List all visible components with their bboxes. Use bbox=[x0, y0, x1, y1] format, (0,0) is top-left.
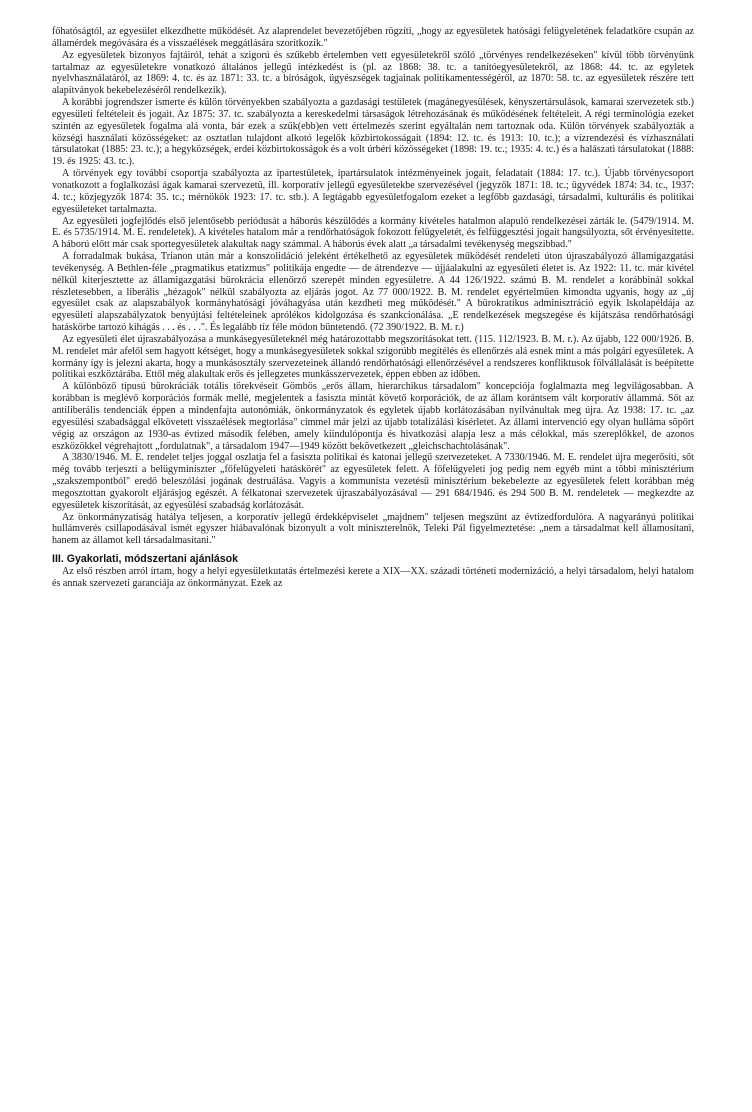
paragraph-7: Az egyesületi élet újraszabályozása a munkásegyesületeknél még határozottabb megszorításokat tett. (115. 112/1923. B. M. r.). Az újabb, 122 000/1926. B. M. rendelet már afelől sem hagyott kétséget, hogy a munkásegyesületek sokkal szigorúbb megítélés és ellenőrzés alá esnek mint a más polgári egyesületek. A kormány így is jelezni akarta, hogy a munkásosztály szervezeteinek állandó rendőrhatósági ellenőrzésével a rendszeres konfliktusok fölvállalását is beépítette politikai eszköztárába. Ettől még alakultak erős és jellegzetes munkásszervezetek, éppen ebben az időben. bbox=[52, 333, 694, 381]
paragraph-3: A korábbi jogrendszer ismerte és külön törvényekben szabályozta a gazdasági testületek (magánegyesülések, kényszertársulások, kamarai szervezetek stb.) egyesületi feltételeit és jogait. Az 1875: 37. tc. szabályozta a kereskedelmi társaságok létrehozásának és működésének feltételeit. A régi terminológia ezeket szintén az egyesületek fogalma alá vonta, bár ezek a szűk(ebb)en vett értelmezés szerint egyáltalán nem tartoznak oda. Külön törvények szabályozták a községi használati közösségeket: az osztatlan tulajdont alkotó legelők közbirtokosságait (1894: 12. tc. és 1913: 10. tc.); a vízrendezési és vízhasználati társulatokat (1885: 23. tc.); a hegyközségek, erdei közbirtokosságok és a volt úrbéri közösségeket (1898: 19. tc.; 1935: 4. tc.) és a halászati társulatokat (1888: 19. és 1925: 43. tc.). bbox=[52, 97, 694, 168]
paragraph-4: A törvények egy további csoportja szabályozta az ipartestületek, ipartársulatok intézményeinek jogait, feladatait (1884: 17. tc.). Újabb törvénycsoport vonatkozott a foglalkozási ágak kamarai szervezetű, ill. korporatív jellegű egyesületekbe szervezésével (jegyzők 1871: 18. tc.; ügyvédek 1874: 34. tc., 1937: 4. tc.; közjegyzők 1874: 35. tc.; mérnökök 1923: 17. tc. stb.). A legtágabb egyesületfogalom ezeket a legfőbb gazdasági, társadalmi, kulturális és politikai egyesületeket tartalmazta. bbox=[52, 168, 694, 215]
section-paragraph: Az első részben arról írtam, hogy a helyi egyesületkutatás értelmezési kerete a XIX—XX. századi történeti modernizáció, a helyi társadalom, helyi hatalom és annak szervezeti garanciája az önkormányzat. Ezek az bbox=[52, 566, 694, 589]
document-page bbox=[52, 26, 694, 590]
paragraph-2: Az egyesületek bizonyos fajtáiról, tehát a szigorú és szűkebb értelemben vett egyesületekről szóló „törvényes rendelkezéseken" kívül több törvényünk tartalmaz az egyesületekre vonatkozó általános jellegű intézkedést is (pl. az 1868: 38. tc. a tanítóegyesületekről, az 1868: 44. tc. az egyletek nyelvhasználatáról, az 1869: 4. tc. és az 1871: 33. tc. a bíróságok, ügyészségek tagjainak politikamentességéről, az 1870: 58. tc. az egyesületek részére tett alapítványok bekebelezéséről rendelkezik). bbox=[52, 49, 694, 97]
paragraph-8: A különböző típusú bürokráciák totális törekvéseit Gömbös „erős állam, hierarchikus társadalom" koncepciója foglalmazta meg legvilágosabban. A korábban is meglévő korporációs formák mellé, megjelentek a fasiszta mintát követő korporációk, de az állam korántsem vált korporatív állammá. Sőt az antiliberális tendenciák éppen a mindenfajta autonómiák, önkormányzatok és egyletek újabb korlátozásában nyilvánultak meg újra. Az 1938: 17. tc. „az egyesülési szabadsággal elkövetett visszaélések megtorlása" címmel már jelzi az újabb totalizálási kísérletet. Az állami intervenció egy olyan hulláma söpört végig az országon az 1930-as évtized második felében, amely kiindulópontja és hivatkozási alapja lesz a más célokkal, más szereplőkkel, de azonos eszközökkel végrehajtott „fordulatnak", a társadalom 1947—1949 között bekövetkezett „gleichschachtolásának". bbox=[52, 381, 694, 452]
paragraph-6: A forradalmak bukása, Trianon után már a konszolidáció jeleként értékelhető az egyesületek működését rendeleti úton újraszabályozó államigazgatási tevékenység. A Bethlen-féle „pragmatikus etatizmus" politikája engedte — de átrendezve — újjáalakulni az egyesületi életet is. Az 1922: 11. tc. már kivétel nélkül kiterjesztette az államigazgatási bürokrácia ellenőrző szerepét minden egyesületre. A 44 126/1922. számú B. M. rendelet a korábbinál sokkal részletesebben, a liberális „hézagok" nélkül szabályozta az eljárás jogot. Az 77 000/1922. B. M. rendelet egyértelműen kimondta ugyanis, hogy az „új egyesület csak az alapszabályok kormányhatósági jóváhagyása után kezdheti meg működését." A bürokratikus adminisztráció egyik lskolapéldája az egyesületi alapszabályzatok benyújtási feltételeinek aprólékos kidolgozása és szankcionálása. „E rendelkezések megszegése és kijátszása rendőrhatósági hatáskörbe tartozó kihágás . . . és . . .". És legalább tíz féle módon büntetendő. (72 390/1922. B. M. r.) bbox=[52, 251, 694, 334]
paragraph-1: főhatóságtól, az egyesület elkezdhette működését. Az alaprendelet bevezetőjében rögzíti, „hogy az egyesületek hatósági felügyeletének feladatköre csupán az államérdek megóvására és a visszaélések meggátlására szorítkozik." bbox=[52, 26, 694, 49]
paragraph-5: Az egyesületi jogfejlődés első jelentősebb periódusát a háborús készülődés a kormány kivételes hatalmon alapuló rendelkezései zárták le. (5479/1914. M. E. és 5735/1914. M. E. rendeletek). A kivételes hatalom már a rendőrhatóságok fokozott felügyeletét, és felfüggesztési jogait hangsúlyozta, sőt érvényesítette. A háború előtt már csak sportegyesületek alakultak nagy számmal. A háborús évek alatt „a társadalmi tevékenység megszibbad." bbox=[52, 215, 694, 251]
paragraph-9: A 3830/1946. M. E. rendelet teljes joggal oszlatja fel a fasiszta politikai és katonai jellegű szervezeteket. A 7330/1946. M. E. rendelet újra megerősíti, sőt még tovább terjeszti a belügyminiszter „főfelügyeleti hatáskörét" az egyesületek felett. A főfelügyeleti jog pedig nem egyéb mint a többi minisztérium „szakszempontból" eredő beleszólási jogának destruálása. Vagyis a kommunista vezetésű minisztérium bekebelezte az egyesületek felett korábban még megosztottan gyakorolt eljárásjog egészét. A félkatonai szervezetek újraszabályozásával — 291 684/1946. és 294 500 B. M. rendeletek — megkezdte az egyesületek kiszorítását, az egyesülési szabadság korlátozását. bbox=[52, 452, 694, 511]
paragraph-10: Az önkormányzatiság hatálya teljesen, a korporatív jellegű érdekképviselet „majdnem" teljesen megszűnt az évtizedfordulóra. A nagyarányú politikai hullámverés csillapodásával ismét egyszer hiábavalónak bizonyult a volt miniszterelnök, Teleki Pál figyelmeztetése: „nem a társadalmat kell államosítani, hanem az államot kell társadalmasítani." bbox=[52, 511, 694, 547]
section-heading: III. Gyakorlati, módszertani ajánlások bbox=[52, 553, 239, 566]
